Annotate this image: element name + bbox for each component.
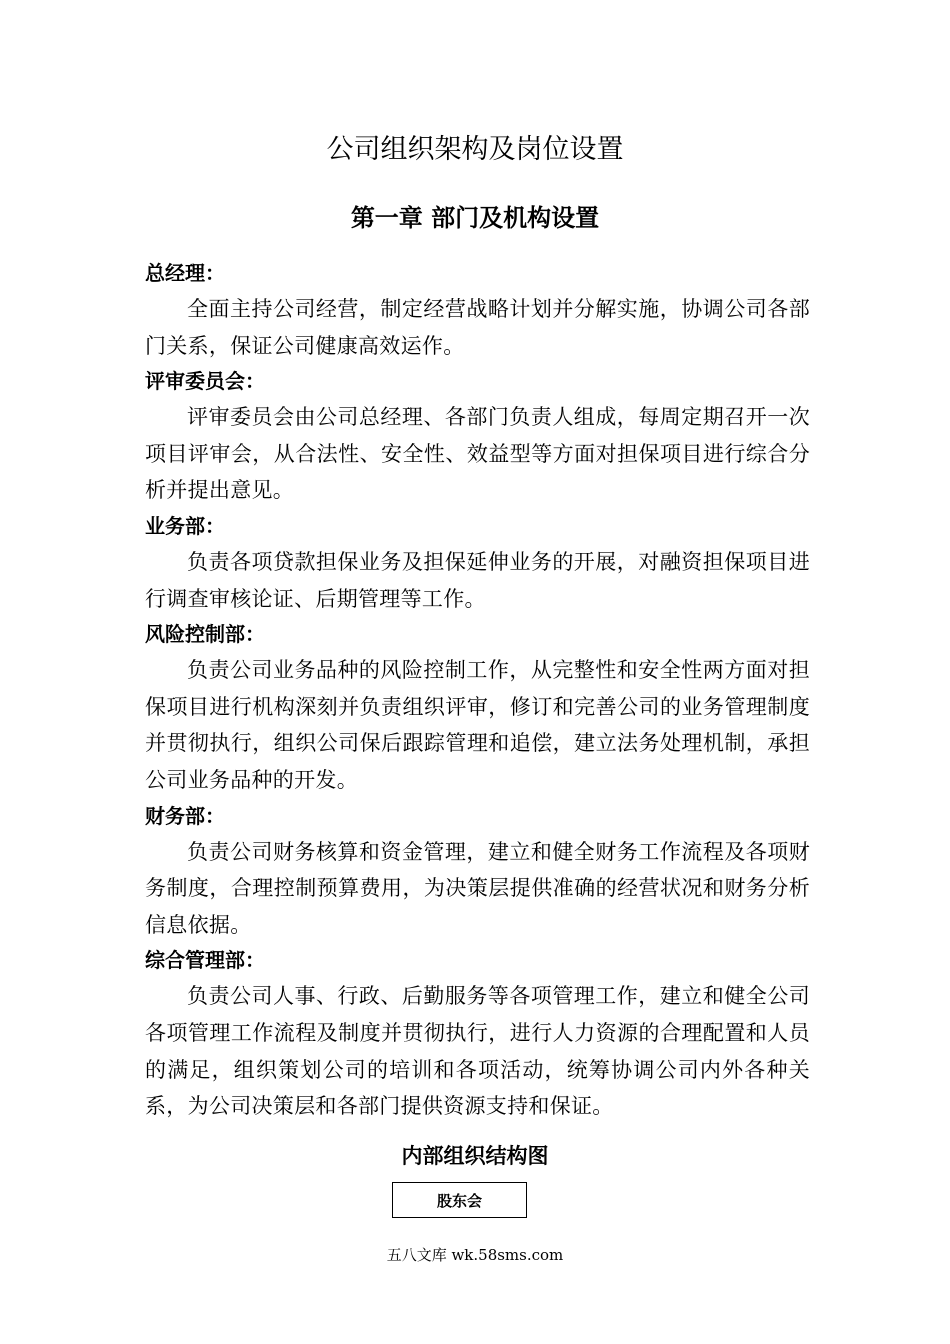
section-heading: 财务部：	[145, 803, 225, 828]
section-heading: 评审委员会：	[145, 369, 265, 394]
section-general-admin-dept	[145, 943, 810, 1124]
org-chart-box-shareholders	[392, 1182, 527, 1218]
section-risk-control-dept	[145, 617, 810, 798]
section-body: 负责各项贷款担保业务及担保延伸业务的开展，对融资担保项目进行调查审核论证、后期管理等工作。	[145, 549, 810, 611]
section-heading: 综合管理部：	[145, 948, 265, 973]
section-general-manager	[145, 256, 810, 364]
section-body: 负责公司财务核算和资金管理，建立和健全财务工作流程及各项财务制度，合理控制预算费用，为决策层提供准确的经营状况和财务分析信息依据。	[145, 839, 810, 937]
chapter-title: 第一章 部门及机构设置	[350, 204, 600, 232]
section-body: 全面主持公司经营，制定经营战略计划并分解实施，协调公司各部门关系，保证公司健康高效运作。	[145, 297, 810, 358]
section-finance-dept	[145, 799, 810, 944]
page-footer: 五八文库 wk.58sms.com	[386, 1246, 564, 1264]
section-body: 评审委员会由公司总经理、各部门负责人组成，每周定期召开一次项目评审会，从合法性、安全性、效益型等方面对担保项目进行综合分析并提出意见。	[145, 405, 810, 503]
section-review-committee	[145, 364, 810, 509]
document-title: 公司组织架构及岗位设置	[326, 134, 624, 165]
org-chart-title: 内部组织结构图	[401, 1144, 549, 1168]
section-body: 负责公司业务品种的风险控制工作，从完整性和安全性两方面对担保项目进行机构深刻并负责组织评审，修订和完善公司的业务管理制度并贯彻执行，组织公司保后跟踪管理和追偿，建立法务处理机制，承担公司业务品种的开发。	[145, 658, 810, 792]
org-chart-box-label: 股东会	[436, 1191, 482, 1210]
section-heading: 总经理：	[145, 261, 225, 285]
section-body: 负责公司人事、行政、后勤服务等各项管理工作，建立和健全公司各项管理工作流程及制度并贯彻执行，进行人力资源的合理配置和人员的满足，组织策划公司的培训和各项活动，统筹协调公司内外各种关系，为公司决策层和各部门提供资源支持和保证。	[145, 984, 810, 1119]
sections-container	[145, 256, 810, 1125]
section-heading: 风险控制部：	[145, 622, 265, 647]
section-heading: 业务部：	[145, 513, 225, 538]
section-business-dept	[145, 509, 810, 617]
